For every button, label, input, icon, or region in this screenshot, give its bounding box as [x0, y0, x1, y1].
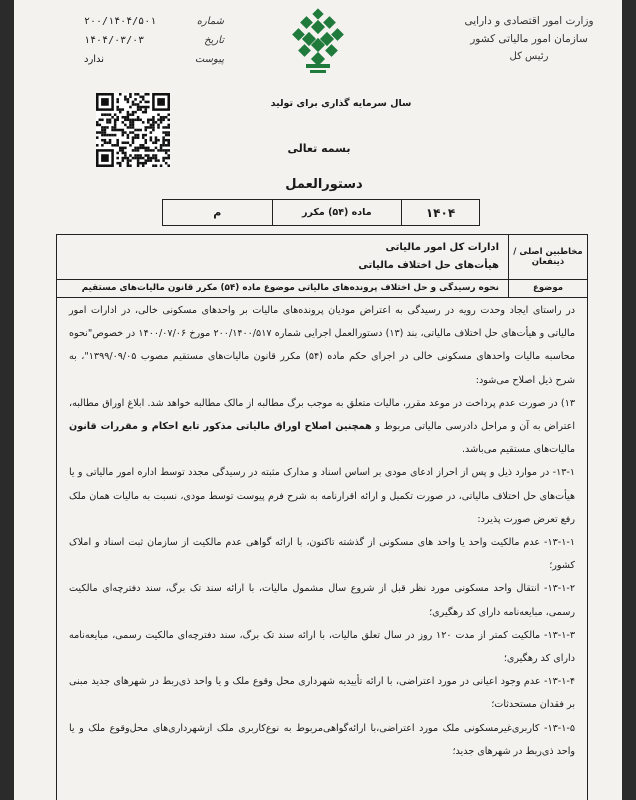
- subject-label: موضوع: [508, 279, 587, 297]
- attachment-label: پیوست: [194, 54, 224, 65]
- clause-13-part-c: مالیات‌های مستقیم می‌باشد.: [461, 444, 575, 456]
- ministry-header: [454, 12, 604, 66]
- clause-13-1-1: ۱۳-۱-۱- عدم مالکیت واحد یا واحد های مسکونی از گذشته تاکنون، با ارائه گواهی عدم مالکیت از سازمان ثبت اسناد و املاک کشور؛: [69, 537, 575, 572]
- clause-13-part-b: همچنین اصلاح اوراق مالیاتی مذکور تابع احکام و مقررات قانون: [69, 421, 372, 433]
- tax-organization-logo-icon: [286, 8, 350, 78]
- clause-13-1-3: ۱۳-۱-۳- مالکیت کمتر از مدت ۱۲۰ روز در سال تعلق مالیات، با ارائه سند تک برگ، سند دفترچه‌ای مالکیت رسمی، مبایعه‌نامه دارای کد رهگیری؛: [69, 629, 575, 665]
- subject-row: [57, 279, 587, 298]
- letter-date: ۱۴۰۴/۰۳/۰۳: [84, 35, 145, 46]
- clause-13-1-5: ۱۳-۱-۵- کاربری‌غیرمسکونی ملک مورد اعتراضی،با ارائه‌گواهی‌مربوط به نوع‌کاربری ملک از‌شهرداری‌های محل‌وقوع ملک و یا واحد ذی‌ربط در شهرهای جدید؛: [69, 722, 575, 757]
- ministry-line-3: رئیس کل: [509, 51, 549, 62]
- subject-value: نحوه رسیدگی و حل اختلاف پرونده‌های مالیاتی موضوع ماده (۵۴) مکرر قانون مالیات‌های مستقیم: [81, 283, 499, 293]
- document-body: [69, 299, 575, 763]
- ref-code: م: [213, 206, 222, 219]
- year-slogan: سال سرمایه گذاری برای تولید: [270, 98, 412, 109]
- ministry-line-2: سازمان امور مالیاتی کشور: [470, 33, 588, 45]
- ref-year: ۱۴۰۴: [401, 200, 479, 225]
- addressee-line-1: ادارات کل امور مالیاتی: [385, 242, 499, 253]
- qr-code-icon: [96, 93, 170, 167]
- attachment-value: ندارد: [84, 54, 105, 65]
- letter-metadata: [84, 12, 224, 69]
- bismillah: بسمه تعالی: [287, 142, 351, 155]
- intro-paragraph: در راستای ایجاد وحدت رویه در رسیدگی به اعتراض مودیان پرونده‌های مالیات بر واحدهای مسکونی خالی، در ادارات امور مالیاتی و هیأت‌های حل اختلاف مالیاتی، بند (۱۳) دستورالعمل اجرایی شماره ۲۰۰/۱۴۰۰/۵۱۷ مورخ ۱۴۰۰/۰۷/۰۶ در خصوص"نحوه محاسبه مالیات واحدهای مسکونی خالی در اجرای حکم ماده (۵۴) مکرر قانون مالیات‌های مستقیم مصوب ۱۳۹۹/۰۹/۰۵"، به شرح ذیل اصلاح می‌شود:: [69, 305, 575, 386]
- document-title: دستورالعمل: [285, 177, 363, 192]
- addressee-value: [65, 235, 499, 279]
- addressee-line-2: هیأت‌های حل اختلاف مالیاتی: [358, 260, 499, 271]
- ministry-line-1: وزارت امور اقتصادی و دارایی: [464, 15, 594, 27]
- clause-13-part-a: ۱۳) در صورت عدم پرداخت در موعد مقرر، مالیات متعلق به موجب برگ مطالبه از مالک مطالبه خواهد شد. ابلاغ اوراق مطالبه، اعتراض به آن و مراحل دادرسی مالیاتی مربوط و: [69, 397, 575, 433]
- addressee-row: [57, 235, 587, 280]
- addressee-label: مخاطبین اصلی / ذینفعان: [508, 235, 587, 279]
- clause-13-1-4: ۱۳-۱-۴- عدم وجود اعیانی در مورد اعتراضی، با ارائه تأییدیه شهرداری محل وقوع ملک و یا واحد ذی‌ربط در شهرهای جدید مبنی بر فقدان مستحدثات؛: [69, 676, 575, 711]
- document-page: [14, 0, 622, 800]
- ref-article: ماده (۵۴) مکرر: [272, 200, 401, 225]
- reference-table: [162, 199, 480, 226]
- clause-13: [69, 392, 575, 462]
- clause-13-1-2: ۱۳-۱-۲- انتقال واحد مسکونی مورد نظر قبل از شروع سال مشمول مالیات، با ارائه سند تک برگ، سند دفترچه‌ای مالکیت رسمی، مبایعه‌نامه دارای کد رهگیری؛: [69, 583, 575, 618]
- main-table: [56, 234, 588, 800]
- number-label: شماره: [196, 16, 224, 27]
- letter-number: ۲۰۰/۱۴۰۴/۵۰۱: [84, 16, 157, 27]
- clause-13-1: ۱۳-۱- در موارد ذیل و پس از احراز ادعای مودی بر اساس اسناد و مدارک مثبته در رسیدگی مجدد توسط اداره امور مالیاتی و یا هیأت‌های حل اختلاف مالیاتی، در صورت تکمیل و ارائه اقرارنامه به شرح فرم پیوست توسط مودی، نسبت به مالیات همان ملک رفع تعرض صورت پذیرد:: [69, 467, 575, 525]
- date-label: تاریخ: [204, 35, 224, 46]
